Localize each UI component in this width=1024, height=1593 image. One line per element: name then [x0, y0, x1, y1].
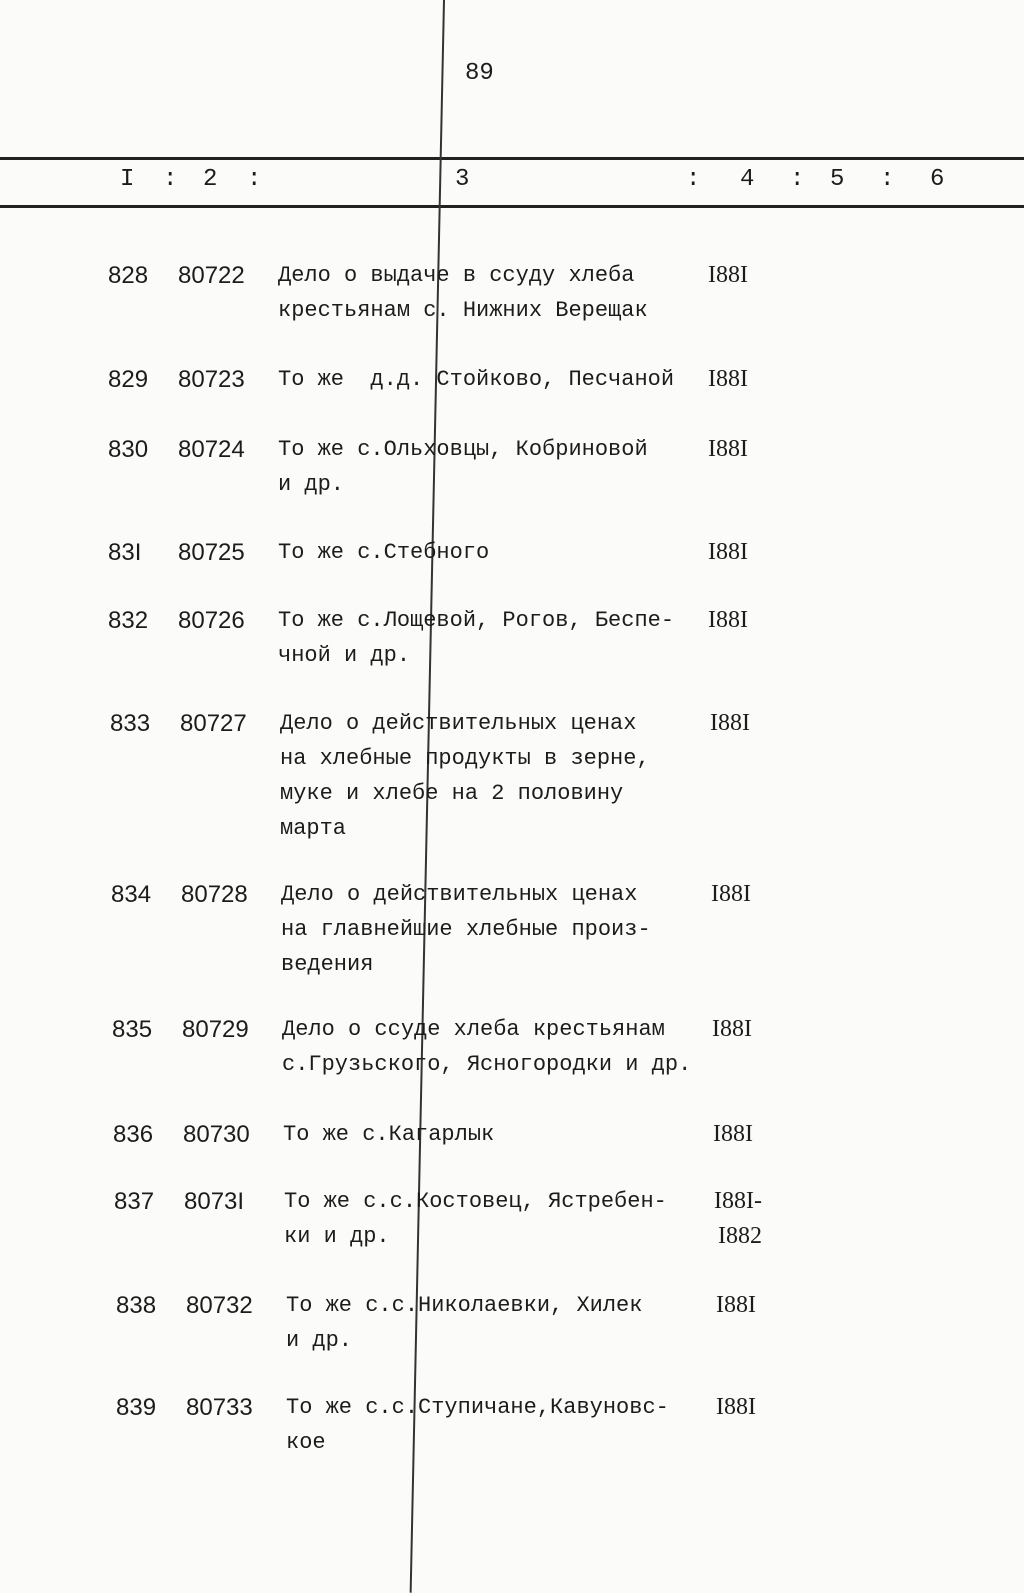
entry-description	[278, 432, 648, 502]
entry-year	[711, 877, 751, 912]
entry-code: 80725	[178, 539, 245, 566]
entry-code: 80723	[178, 366, 245, 393]
year-line: I88I	[708, 607, 748, 633]
entry-year	[712, 1012, 752, 1047]
entry-code: 80733	[186, 1394, 253, 1421]
entry-code: 80730	[183, 1121, 250, 1148]
entry-description	[282, 1012, 691, 1082]
entry-code: 80726	[178, 607, 245, 634]
description-line: То же с.с.Николаевки, Хилек	[286, 1293, 643, 1318]
entry-description	[283, 1117, 494, 1152]
year-line: I88I	[708, 366, 748, 392]
description-line: Дело о действительных ценах	[280, 711, 637, 736]
entry-description	[284, 1184, 667, 1254]
header-col-4: 4	[740, 166, 755, 193]
entry-number: 839	[116, 1394, 157, 1421]
description-line: Дело о действительных ценах	[281, 882, 638, 907]
entry-code: 80732	[186, 1292, 253, 1319]
description-line: и др.	[286, 1328, 353, 1353]
entry-number: 830	[108, 436, 149, 463]
entry-year	[714, 1184, 762, 1254]
entry-number: 837	[114, 1188, 155, 1215]
entry-description	[280, 706, 650, 846]
description-line: на главнейшие хлебные произ-	[281, 917, 651, 942]
entry-number: 833	[110, 710, 151, 737]
year-line: I88I-	[714, 1188, 762, 1214]
description-line: То же с.Лощевой, Рогов, Беспе-	[278, 608, 675, 633]
description-line: То же с.Ольховцы, Кобриновой	[278, 437, 648, 462]
description-line: марта	[280, 816, 347, 841]
description-line: на хлебные продукты в зерне,	[280, 746, 650, 771]
entry-year	[713, 1117, 753, 1152]
entry-number: 832	[108, 607, 149, 634]
year-line: I88I	[716, 1394, 756, 1420]
entry-year	[708, 258, 748, 293]
entry-number: 83I	[108, 539, 142, 566]
description-line: То же с.с.Костовец, Ястребен-	[284, 1189, 667, 1214]
entry-number: 838	[116, 1292, 157, 1319]
entry-description	[278, 362, 674, 397]
entry-number: 836	[113, 1121, 154, 1148]
entry-description	[286, 1390, 669, 1460]
entry-year	[708, 362, 748, 397]
entry-number: 829	[108, 366, 149, 393]
header-col-2: 2	[203, 166, 218, 193]
description-line: Дело о выдаче в ссуду хлеба	[278, 263, 635, 288]
entry-description	[278, 258, 648, 328]
entry-code: 80727	[180, 710, 247, 737]
entry-year	[716, 1288, 756, 1323]
description-line: Дело о ссуде хлеба крестьянам	[282, 1017, 665, 1042]
entry-description	[278, 603, 674, 673]
entry-code: 8073I	[184, 1188, 245, 1215]
header-sep: :	[247, 166, 262, 193]
description-line: То же с.с.Ступичане,Кавуновс-	[286, 1395, 669, 1420]
header-sep: :	[163, 166, 178, 193]
year-line: I88I	[708, 436, 748, 462]
description-line: То же с.Кагарлык	[283, 1122, 495, 1147]
description-line: крестьянам с. Нижних Верещак	[278, 298, 648, 323]
description-line: То же с.Стебного	[278, 540, 490, 565]
description-line: То же д.д. Стойково, Песчаной	[278, 367, 675, 392]
entry-code: 80728	[181, 881, 248, 908]
header-rule-top	[0, 157, 1024, 160]
entry-year	[708, 432, 748, 467]
year-line: I88I	[708, 539, 748, 565]
entry-year	[716, 1390, 756, 1425]
year-line: I88I	[716, 1292, 756, 1318]
description-line: и др.	[278, 472, 345, 497]
entry-number: 834	[111, 881, 152, 908]
description-line: чной и др.	[278, 643, 411, 668]
year-line: I88I	[712, 1016, 752, 1042]
entry-number: 828	[108, 262, 149, 289]
entry-year	[708, 535, 748, 570]
description-line: ведения	[281, 952, 374, 977]
header-sep: :	[686, 166, 701, 193]
description-line: с.Грузьского, Ясногородки и др.	[282, 1052, 692, 1077]
entry-year	[710, 706, 750, 741]
entry-code: 80729	[182, 1016, 249, 1043]
header-rule-bottom	[0, 205, 1024, 208]
header-col-5: 5	[830, 166, 845, 193]
year-line: I88I	[711, 881, 751, 907]
entry-description	[278, 535, 489, 570]
entry-description	[281, 877, 651, 982]
year-line: I88I	[713, 1121, 753, 1147]
header-col-1: I	[120, 166, 135, 193]
entry-number: 835	[112, 1016, 153, 1043]
year-line: I882	[717, 1223, 762, 1249]
description-line: ки и др.	[284, 1224, 390, 1249]
entry-code: 80724	[178, 436, 245, 463]
entry-code: 80722	[178, 262, 245, 289]
description-line: кое	[286, 1430, 326, 1455]
header-sep: :	[790, 166, 805, 193]
entry-description	[286, 1288, 642, 1358]
header-sep: :	[880, 166, 895, 193]
year-line: I88I	[708, 262, 748, 288]
header-col-6: 6	[930, 166, 945, 193]
page-number: 89	[465, 60, 494, 87]
year-line: I88I	[710, 710, 750, 736]
description-line: муке и хлебе на 2 половину	[280, 781, 624, 806]
header-col-3: 3	[455, 166, 470, 193]
entry-year	[708, 603, 748, 638]
